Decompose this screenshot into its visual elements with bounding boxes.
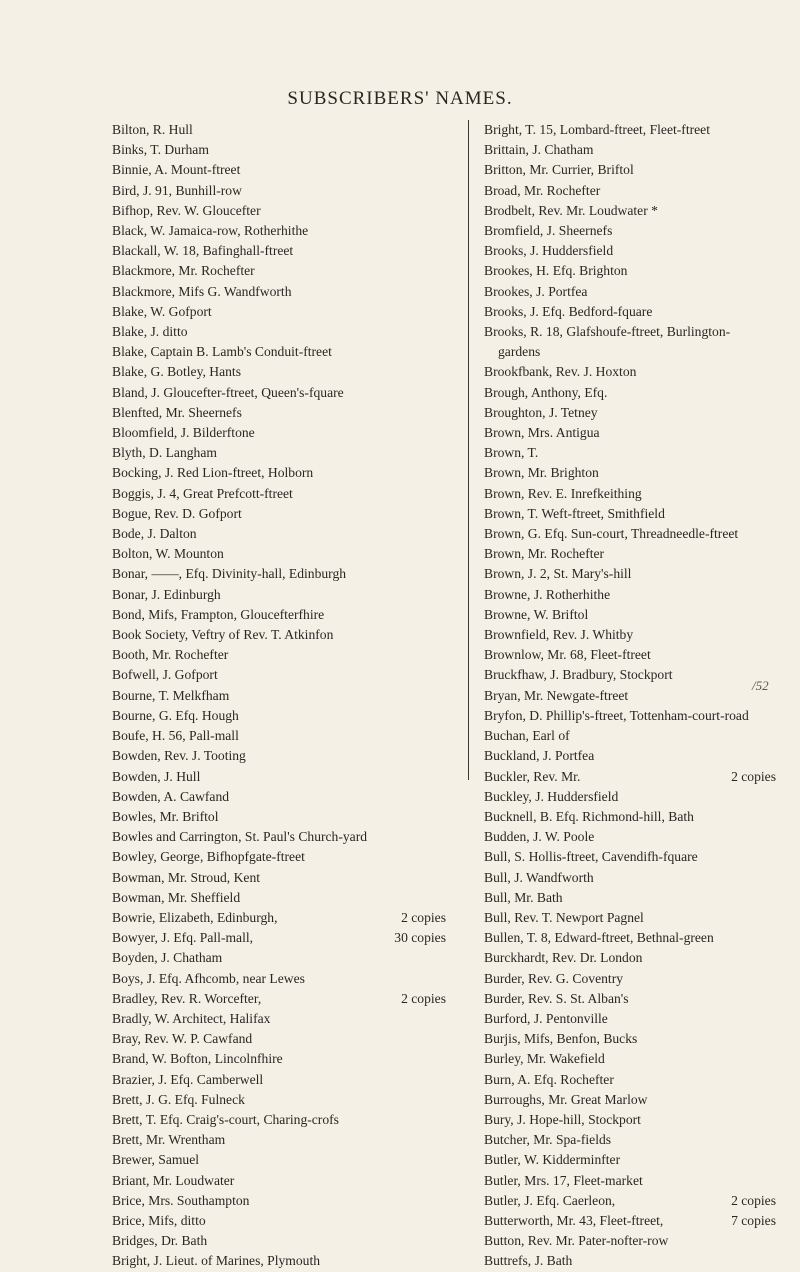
- subscriber-name: Bowyer, J. Efq. Pall-mall,: [112, 930, 254, 946]
- subscriber-entry: [112, 140, 446, 160]
- subscriber-list-right: [484, 120, 776, 1272]
- subscriber-entry: [112, 665, 446, 685]
- subscriber-name: Brough, Anthony, Efq.: [484, 384, 608, 400]
- subscriber-entry: [484, 120, 776, 140]
- subscriber-name: Burjis, Mifs, Benfon, Bucks: [484, 1031, 638, 1047]
- subscriber-name: Butler, W. Kidderminfter: [484, 1152, 621, 1168]
- subscriber-entry: [112, 1130, 446, 1150]
- subscriber-entry: [112, 484, 446, 504]
- subscriber-name: Broughton, J. Tetney: [484, 404, 598, 420]
- subscriber-name: Bowman, Mr. Stroud, Kent: [112, 869, 261, 885]
- subscriber-entry: [112, 908, 446, 928]
- subscriber-name: Buttrefs, J. Bath: [484, 1253, 573, 1269]
- subscriber-name: Britton, Mr. Currier, Briftol: [484, 162, 634, 178]
- subscriber-name: Brooks, J. Huddersfield: [484, 243, 614, 259]
- subscriber-name: Brewer, Samuel: [112, 1152, 200, 1168]
- subscriber-entry: [484, 403, 776, 423]
- subscriber-name: Broad, Mr. Rochefter: [484, 182, 601, 198]
- subscriber-name: Blackmore, Mr. Rochefter: [112, 263, 255, 279]
- subscriber-name: Book Society, Veftry of Rev. T. Atkinfon: [112, 627, 334, 643]
- subscriber-name: Boyden, J. Chatham: [112, 950, 223, 966]
- subscriber-name: Butterworth, Mr. 43, Fleet-ftreet,: [484, 1212, 664, 1228]
- subscriber-name: Bonar, ——, Efq. Divinity-hall, Edinburgh: [112, 566, 347, 582]
- subscriber-entry: [112, 625, 446, 645]
- subscriber-name: Burder, Rev. S. St. Alban's: [484, 990, 629, 1006]
- subscriber-entry: [484, 767, 776, 787]
- subscriber-name: Brett, Mr. Wrentham: [112, 1132, 226, 1148]
- subscriber-name: Blake, J. ditto: [112, 324, 188, 340]
- subscriber-name: Bruckfhaw, J. Bradbury, Stockport: [484, 667, 673, 683]
- subscriber-entry: [112, 787, 446, 807]
- subscriber-name: Brand, W. Bofton, Lincolnfhire: [112, 1051, 283, 1067]
- subscriber-entry: [484, 969, 776, 989]
- subscriber-entry: [484, 160, 776, 180]
- subscriber-name: Bilton, R. Hull: [112, 122, 193, 137]
- subscriber-name: Bofwell, J. Gofport: [112, 667, 218, 683]
- subscriber-entry: [112, 827, 446, 847]
- subscriber-entry: [484, 181, 776, 201]
- subscriber-name: Black, W. Jamaica-row, Rotherhithe: [112, 223, 309, 239]
- subscriber-name: Brown, T. Weft-ftreet, Smithfield: [484, 505, 665, 521]
- subscriber-entry: [112, 1171, 446, 1191]
- subscriber-entry: [112, 524, 446, 544]
- subscriber-entry: [484, 423, 776, 443]
- subscriber-name: Butler, J. Efq. Caerleon,: [484, 1192, 616, 1208]
- subscriber-name: Bucknell, B. Efq. Richmond-hill, Bath: [484, 808, 694, 824]
- subscriber-entry: [484, 686, 776, 706]
- subscriber-entry: [112, 726, 446, 746]
- subscriber-name: Blackmore, Mifs G. Wandfworth: [112, 283, 292, 299]
- subscriber-entry: [112, 120, 446, 140]
- subscriber-entry: [484, 261, 776, 281]
- subscriber-entry: [112, 322, 446, 342]
- subscriber-entry: [484, 989, 776, 1009]
- subscriber-entry: [112, 221, 446, 241]
- subscriber-entry: [112, 585, 446, 605]
- subscriber-name: Brownfield, Rev. J. Whitby: [484, 627, 634, 643]
- subscriber-name: Bright, T. 15, Lombard-ftreet, Fleet-ftreet: [484, 122, 710, 137]
- subscriber-name: Binks, T. Durham: [112, 142, 209, 158]
- subscriber-entry: [484, 1049, 776, 1069]
- subscriber-entry: [112, 767, 446, 787]
- subscriber-name: Bolton, W. Mounton: [112, 546, 224, 562]
- subscriber-name: Bowrie, Elizabeth, Edinburgh,: [112, 909, 278, 925]
- subscriber-entry: [112, 362, 446, 382]
- subscriber-name: Bryan, Mr. Newgate-ftreet: [484, 687, 629, 703]
- subscriber-entry: [484, 1130, 776, 1150]
- subscriber-name: Brownlow, Mr. 68, Fleet-ftreet: [484, 647, 651, 663]
- subscriber-entry: [484, 928, 776, 948]
- subscriber-entry: [484, 1090, 776, 1110]
- subscriber-name: Bond, Mifs, Frampton, Gloucefterfhire: [112, 606, 325, 622]
- subscriber-name: Bowles, Mr. Briftol: [112, 808, 219, 824]
- subscriber-entry: [484, 362, 776, 382]
- subscriber-name: Bradley, Rev. R. Worcefter,: [112, 990, 262, 1006]
- subscriber-name: Brodbelt, Rev. Mr. Loudwater *: [484, 202, 658, 218]
- subscriber-name: Blackall, W. 18, Bafinghall-ftreet: [112, 243, 294, 259]
- subscriber-name: Bourne, T. Melkfham: [112, 687, 230, 703]
- subscriber-entry: [484, 1211, 776, 1231]
- subscriber-entry: [112, 1251, 446, 1271]
- subscriber-entry: [484, 908, 776, 928]
- subscriber-entry: [484, 1231, 776, 1251]
- subscriber-entry: [484, 726, 776, 746]
- subscriber-entry: [112, 1049, 446, 1069]
- subscriber-name: Brown, Mrs. Antigua: [484, 425, 600, 441]
- subscriber-entry: [112, 746, 446, 766]
- subscriber-name: Bradly, W. Architect, Halifax: [112, 1010, 271, 1026]
- subscriber-entry: [484, 847, 776, 867]
- subscriber-name: Brice, Mrs. Southampton: [112, 1192, 250, 1208]
- copies-count: 7 copies: [731, 1212, 776, 1228]
- subscriber-entry: [112, 201, 446, 221]
- subscriber-entry: [484, 1171, 776, 1191]
- subscriber-name: Buckler, Rev. Mr.: [484, 768, 581, 784]
- subscriber-entry: [484, 665, 776, 685]
- subscriber-name: Bland, J. Gloucefter-ftreet, Queen's-fquare: [112, 384, 344, 400]
- subscriber-name: Bull, Mr. Bath: [484, 889, 563, 905]
- subscriber-entry: [112, 989, 446, 1009]
- subscriber-name: Browne, J. Rotherhithe: [484, 586, 611, 602]
- subscriber-name: Burn, A. Efq. Rochefter: [484, 1071, 614, 1087]
- subscriber-entry: [484, 1191, 776, 1211]
- subscriber-name: Brett, J. G. Efq. Fulneck: [112, 1091, 245, 1107]
- subscriber-name: Burroughs, Mr. Great Marlow: [484, 1091, 648, 1107]
- subscriber-name: Bird, J. 91, Bunhill-row: [112, 182, 242, 198]
- subscriber-entry: [484, 1029, 776, 1049]
- subscriber-name: Button, Rev. Mr. Pater-nofter-row: [484, 1233, 669, 1249]
- subscriber-entry: [484, 484, 776, 504]
- subscriber-entry: [484, 564, 776, 584]
- subscriber-entry: [484, 585, 776, 605]
- subscriber-entry: [484, 1009, 776, 1029]
- subscriber-entry: [484, 1110, 776, 1130]
- subscriber-name: Binnie, A. Mount-ftreet: [112, 162, 241, 178]
- subscriber-entry: [112, 160, 446, 180]
- subscriber-list-left: [112, 120, 446, 1272]
- subscriber-entry: [484, 1251, 776, 1271]
- subscriber-name: Butler, Mrs. 17, Fleet-market: [484, 1172, 643, 1188]
- subscriber-entry: [112, 302, 446, 322]
- subscriber-name: Blake, G. Botley, Hants: [112, 364, 241, 380]
- subscriber-entry: [484, 645, 776, 665]
- subscriber-name: Bowden, A. Cawfand: [112, 788, 230, 804]
- subscriber-name: Bull, Rev. T. Newport Pagnel: [484, 909, 644, 925]
- subscriber-name: Brookfbank, Rev. J. Hoxton: [484, 364, 637, 380]
- subscriber-name: Blake, W. Gofport: [112, 303, 212, 319]
- subscriber-entry: [112, 1090, 446, 1110]
- subscriber-name: Butcher, Mr. Spa-fields: [484, 1132, 612, 1148]
- subscriber-name: Bridges, Dr. Bath: [112, 1233, 208, 1249]
- subscriber-entry: [484, 221, 776, 241]
- subscriber-name: Boufe, H. 56, Pall-mall: [112, 728, 239, 744]
- subscriber-entry: [484, 241, 776, 261]
- subscriber-name: Bogue, Rev. D. Gofport: [112, 505, 242, 521]
- subscriber-entry: [484, 948, 776, 968]
- subscriber-name: Brown, J. 2, St. Mary's-hill: [484, 566, 632, 582]
- subscriber-entry: [112, 1009, 446, 1029]
- page-title: SUBSCRIBERS' NAMES.: [287, 88, 513, 109]
- subscriber-name: Buckley, J. Huddersfield: [484, 788, 619, 804]
- subscriber-entry: [484, 504, 776, 524]
- subscriber-entry: [112, 1029, 446, 1049]
- subscriber-entry: [484, 706, 776, 726]
- subscriber-entry: [112, 463, 446, 483]
- subscriber-name: Bonar, J. Edinburgh: [112, 586, 221, 602]
- subscriber-entry: [112, 868, 446, 888]
- subscriber-entry: [112, 847, 446, 867]
- subscriber-name: Bowden, Rev. J. Tooting: [112, 748, 246, 764]
- subscriber-name: Brookes, J. Portfea: [484, 283, 588, 299]
- subscriber-name: Burford, J. Pentonville: [484, 1010, 608, 1026]
- subscriber-entry: [484, 807, 776, 827]
- subscriber-name: Brazier, J. Efq. Camberwell: [112, 1071, 264, 1087]
- subscriber-entry: [112, 423, 446, 443]
- subscriber-name: Brookes, H. Efq. Brighton: [484, 263, 628, 279]
- subscriber-entry: [484, 463, 776, 483]
- subscriber-entry: [112, 706, 446, 726]
- subscriber-name: Blenfted, Mr. Sheernefs: [112, 404, 242, 420]
- subscriber-name: Brown, Mr. Rochefter: [484, 546, 605, 562]
- subscriber-name: Bullen, T. 8, Edward-ftreet, Bethnal-green: [484, 930, 714, 946]
- subscriber-name: Bull, S. Hollis-ftreet, Cavendifh-fquare: [484, 849, 698, 865]
- subscriber-entry: [112, 504, 446, 524]
- copies-count: 30 copies: [394, 930, 446, 946]
- subscriber-name: Briant, Mr. Loudwater: [112, 1172, 235, 1188]
- subscriber-entry: [484, 746, 776, 766]
- subscriber-name: Bloomfield, J. Bilderftone: [112, 425, 255, 441]
- subscriber-name: Brown, Rev. E. Inrefkeithing: [484, 485, 642, 501]
- subscriber-entry: [484, 302, 776, 322]
- subscriber-entry: [484, 342, 776, 362]
- subscriber-entry: [112, 403, 446, 423]
- subscriber-entry: [112, 1110, 446, 1130]
- subscriber-name: Brooks, J. Efq. Bedford-fquare: [484, 303, 653, 319]
- subscriber-entry: [112, 544, 446, 564]
- subscriber-name: Booth, Mr. Rochefter: [112, 647, 229, 663]
- subscriber-entry: [484, 443, 776, 463]
- subscriber-name: Burder, Rev. G. Coventry: [484, 970, 624, 986]
- subscriber-entry: [112, 605, 446, 625]
- subscriber-name: Bourne, G. Efq. Hough: [112, 707, 239, 723]
- subscriber-entry: [484, 827, 776, 847]
- subscriber-name: Bromfield, J. Sheernefs: [484, 223, 613, 239]
- subscriber-name: Brice, Mifs, ditto: [112, 1212, 206, 1228]
- copies-count: 2 copies: [731, 1192, 776, 1208]
- subscriber-name: Bode, J. Dalton: [112, 526, 197, 542]
- subscriber-name: gardens: [498, 344, 541, 360]
- subscriber-entry: [484, 868, 776, 888]
- subscriber-name: Boys, J. Efq. Afhcomb, near Lewes: [112, 970, 305, 986]
- subscriber-name: Blyth, D. Langham: [112, 445, 217, 461]
- subscriber-name: Bowden, J. Hull: [112, 768, 201, 784]
- page-number: /52: [752, 678, 769, 693]
- subscriber-entry: [112, 383, 446, 403]
- copies-count: 2 copies: [401, 909, 446, 925]
- subscriber-entry: [112, 1211, 446, 1231]
- subscriber-name: Buchan, Earl of: [484, 728, 570, 744]
- subscriber-entry: [112, 948, 446, 968]
- subscriber-entry: [484, 140, 776, 160]
- subscriber-entry: [484, 625, 776, 645]
- subscriber-name: Bowley, George, Bifhopfgate-ftreet: [112, 849, 305, 865]
- subscriber-name: Brittain, J. Chatham: [484, 142, 594, 158]
- subscriber-entry: [112, 888, 446, 908]
- subscriber-entry: [112, 241, 446, 261]
- subscriber-name: Bocking, J. Red Lion-ftreet, Holborn: [112, 465, 314, 481]
- subscriber-entry: [484, 322, 776, 342]
- subscriber-entry: [484, 201, 776, 221]
- subscriber-name: Bright, J. Lieut. of Marines, Plymouth: [112, 1253, 321, 1269]
- subscriber-entry: [112, 342, 446, 362]
- subscriber-name: Brett, T. Efq. Craig's-court, Charing-crofs: [112, 1111, 339, 1127]
- subscriber-entry: [112, 1231, 446, 1251]
- subscriber-name: Buckland, J. Portfea: [484, 748, 595, 764]
- subscriber-name: Budden, J. W. Poole: [484, 829, 595, 845]
- subscriber-entry: [484, 1150, 776, 1170]
- subscriber-name: Bull, J. Wandfworth: [484, 869, 594, 885]
- subscriber-name: Bifhop, Rev. W. Gloucefter: [112, 202, 261, 218]
- column-divider: [468, 120, 469, 780]
- subscriber-entry: [484, 888, 776, 908]
- subscriber-entry: [112, 1191, 446, 1211]
- subscriber-entry: [484, 544, 776, 564]
- subscriber-name: Brown, Mr. Brighton: [484, 465, 599, 481]
- subscriber-entry: [112, 969, 446, 989]
- subscriber-entry: [112, 564, 446, 584]
- copies-count: 2 copies: [401, 990, 446, 1006]
- subscriber-entry: [112, 1150, 446, 1170]
- subscriber-entry: [484, 787, 776, 807]
- subscriber-name: Browne, W. Briftol: [484, 606, 589, 622]
- subscriber-name: Brown, G. Efq. Sun-court, Threadneedle-ftreet: [484, 526, 739, 542]
- subscriber-name: Burckhardt, Rev. Dr. London: [484, 950, 643, 966]
- subscriber-name: Brooks, R. 18, Glafshoufe-ftreet, Burlington-: [484, 324, 731, 340]
- subscriber-entry: [484, 605, 776, 625]
- subscriber-name: Boggis, J. 4, Great Prefcott-ftreet: [112, 485, 293, 501]
- copies-count: 2 copies: [731, 768, 776, 784]
- subscriber-entry: [112, 928, 446, 948]
- subscriber-entry: [484, 282, 776, 302]
- subscriber-entry: [484, 524, 776, 544]
- subscriber-entry: [112, 645, 446, 665]
- subscriber-entry: [112, 443, 446, 463]
- subscriber-name: Bryfon, D. Phillip's-ftreet, Tottenham-court-road: [484, 707, 749, 723]
- subscriber-name: Bury, J. Hope-hill, Stockport: [484, 1111, 641, 1127]
- subscriber-entry: [112, 261, 446, 281]
- subscriber-name: Blake, Captain B. Lamb's Conduit-ftreet: [112, 344, 332, 360]
- subscriber-name: Bray, Rev. W. P. Cawfand: [112, 1031, 253, 1047]
- subscriber-entry: [112, 686, 446, 706]
- subscriber-name: Brown, T.: [484, 445, 539, 461]
- subscriber-name: Bowles and Carrington, St. Paul's Church-yard: [112, 829, 368, 845]
- subscriber-entry: [484, 383, 776, 403]
- subscriber-entry: [112, 282, 446, 302]
- subscriber-entry: [112, 807, 446, 827]
- subscriber-entry: [112, 181, 446, 201]
- subscriber-name: Burley, Mr. Wakefield: [484, 1051, 605, 1067]
- subscriber-name: Bowman, Mr. Sheffield: [112, 889, 241, 905]
